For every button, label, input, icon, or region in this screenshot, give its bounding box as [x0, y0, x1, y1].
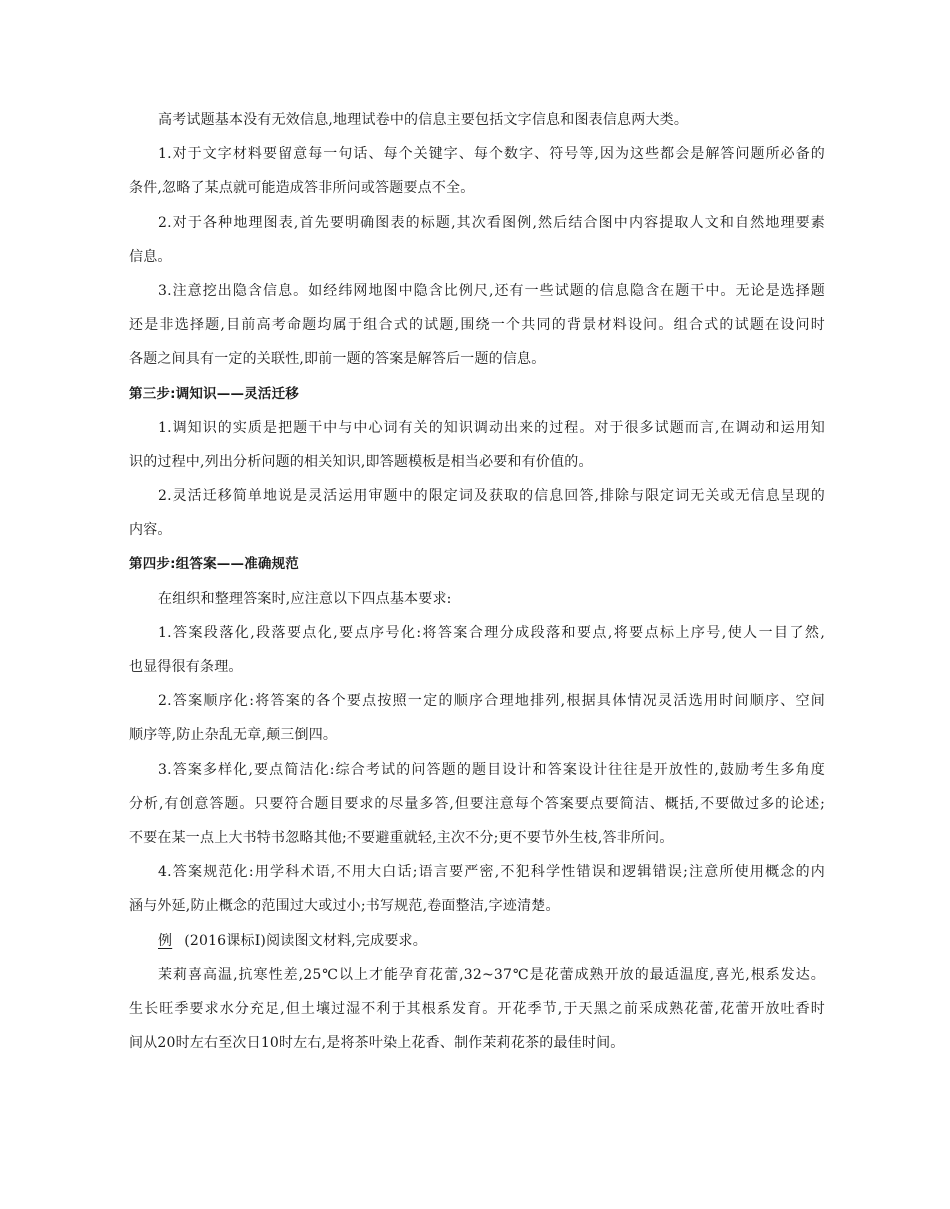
text-line: 识的过程中,列出分析问题的相关知识,即答题模板是相当必要和有价值的。: [129, 453, 593, 470]
example-label: 例: [158, 932, 173, 949]
document-body: [129, 103, 825, 1060]
text-line: 还是非选择题,目前高考命题均属于组合式的试题,围绕一个共同的背景材料设问。组合式的试题在设问时: [129, 317, 825, 334]
text-line: 生长旺季要求水分充足,但土壤过湿不利于其根系发育。开花季节,于天黑之前采成熟花蕾,花蕾开放吐香时: [129, 1000, 825, 1017]
text-line: 不要在某一点上大书特书忽略其他;不要避重就轻,主次不分;更不要节外生枝,答非所问。: [129, 829, 674, 846]
text-line: 3.答案多样化,要点简洁化:综合考试的问答题的题目设计和答案设计往往是开放性的,鼓励考生多角度: [158, 761, 825, 778]
text-line: 4.答案规范化:用学科术语,不用大白话;语言要严密,不犯科学性错误和逻辑错误;注意所使用概念的内: [158, 864, 825, 881]
section-heading: 第三步:调知识——灵活迁移: [129, 385, 299, 402]
text-line: 条件,忽略了某点就可能造成答非所问或答题要点不全。: [129, 180, 475, 197]
text-line: 2.灵活迁移简单地说是灵活运用审题中的限定词及获取的信息回答,排除与限定词无关或无信息呈现的: [158, 488, 825, 505]
example-line: [129, 924, 825, 958]
section-heading: 第四步:组答案——准确规范: [129, 556, 299, 573]
text-line: 分析,有创意答题。只要符合题目要求的尽量多答,但要注意每个答案要点要简洁、概括,不要做过多的论述;: [129, 795, 825, 812]
text-line: 间从20时左右至次日10时左右,是将茶叶染上花香、制作茉莉花茶的最佳时间。: [129, 1035, 625, 1052]
text-line: 各题之间具有一定的关联性,即前一题的答案是解答后一题的信息。: [129, 351, 546, 368]
text-line: 信息。: [129, 248, 172, 265]
text-line: 2.对于各种地理图表,首先要明确图表的标题,其次看图例,然后结合图中内容提取人文和自然地理要素: [158, 214, 825, 231]
text-line: 顺序等,防止杂乱无章,颠三倒四。: [129, 727, 338, 744]
example-text: (2016课标Ⅰ)阅读图文材料,完成要求。: [184, 932, 427, 949]
text-line: 高考试题基本没有无效信息,地理试卷中的信息主要包括文字信息和图表信息两大类。: [158, 112, 689, 128]
text-line: 在组织和整理答案时,应注意以下四点基本要求:: [158, 590, 452, 607]
text-line: 内容。: [129, 522, 172, 539]
text-line: 茉莉喜高温,抗寒性差,25℃以上才能孕育花蕾,32~37℃是花蕾成熟开放的最适温度,喜光,根系发达。: [158, 966, 825, 983]
text-line: 涵与外延,防止概念的范围过大或过小;书写规范,卷面整洁,字迹清楚。: [129, 898, 560, 915]
text-line: 3.注意挖出隐含信息。如经纬网地图中隐含比例尺,还有一些试题的信息隐含在题干中。无论是选择题: [158, 282, 825, 299]
text-line: 1.答案段落化,段落要点化,要点序号化:将答案合理分成段落和要点,将要点标上序号,使人一目了然,: [158, 624, 825, 641]
text-line: 也显得很有条理。: [129, 659, 243, 675]
text-line: 1.对于文字材料要留意每一句话、每个关键字、每个数字、符号等,因为这些都会是解答问题所必备的: [158, 146, 825, 163]
text-line: 2.答案顺序化:将答案的各个要点按照一定的顺序合理地排列,根据具体情况灵活选用时间顺序、空间: [158, 693, 825, 710]
text-line: 1.调知识的实质是把题干中与中心词有关的知识调动出来的过程。对于很多试题而言,在调动和运用知: [158, 419, 825, 436]
